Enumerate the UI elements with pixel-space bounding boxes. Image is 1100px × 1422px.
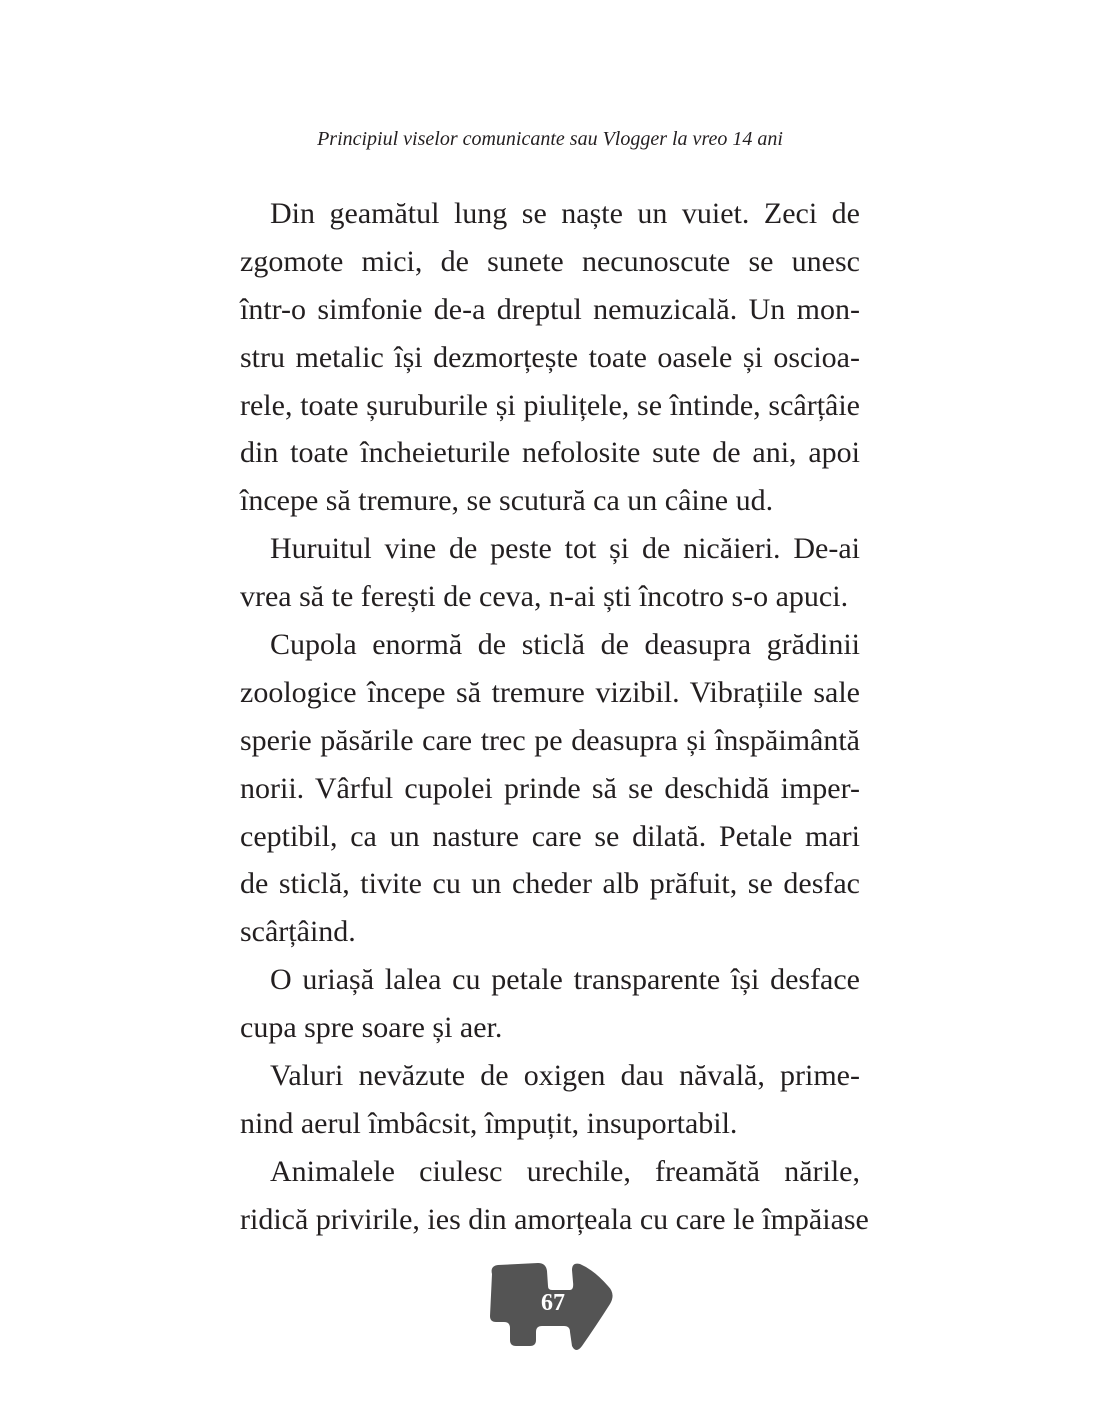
page-number-badge [486, 1260, 616, 1355]
text-line: zoologice începe să tremure vizibil. Vibrațiile sale [240, 675, 860, 709]
text-line: Animalele ciulesc urechile, freamătă nările, [270, 1154, 860, 1188]
text-line: stru metalic își dezmorțește toate oasele și oscioa- [240, 340, 860, 374]
page-number: 67 [541, 1290, 565, 1316]
text-line: Cupola enormă de sticlă de deasupra grădinii [270, 628, 860, 662]
text-line: de sticlă, tivite cu un cheder alb prăfuit, se desfac [240, 867, 860, 901]
text-line: Din geamătul lung se naște un vuiet. Zeci de [270, 197, 860, 230]
text-line: sperie păsările care trec pe deasupra și înspăimântă [240, 723, 860, 757]
text-line: Huruitul vine de peste tot și de nicăieri. De-ai [270, 532, 860, 566]
text-line: ceptibil, ca un nasture care se dilată. Petale mari [240, 819, 860, 853]
running-head: Principiul viselor comunicante sau Vlogger la vreo 14 ani [317, 128, 783, 150]
text-line: zgomote mici, de sunete necunoscute se unesc [240, 244, 860, 278]
text-line: O uriașă lalea cu petale transparente își desface [270, 963, 860, 997]
text-line: norii. Vârful cupolei prinde să se deschidă imper- [240, 771, 860, 805]
text-line: nind aerul îmbâcsit, împuțit, insuportabil. [240, 1106, 738, 1140]
text-line: rele, toate șuruburile și piulițele, se întinde, scârțâie [240, 388, 860, 422]
text-line: scârțâind. [240, 915, 356, 949]
text-line: Valuri nevăzute de oxigen dau năvală, prime- [270, 1059, 860, 1093]
text-line: ridică privirile, ies din amorțeala cu care le împăiase [240, 1202, 869, 1236]
text-line: începe să tremure, se scutură ca un câine ud. [240, 484, 774, 518]
text-line: vrea să te ferești de ceva, n-ai ști încotro s-o apuci. [240, 580, 849, 614]
body-text [240, 190, 869, 1244]
text-line: într-o simfonie de-a dreptul nemuzicală. Un mon- [240, 292, 860, 326]
text-line: din toate încheieturile nefolosite sute de ani, apoi [240, 436, 860, 470]
text-line: cupa spre soare și aer. [240, 1011, 503, 1045]
